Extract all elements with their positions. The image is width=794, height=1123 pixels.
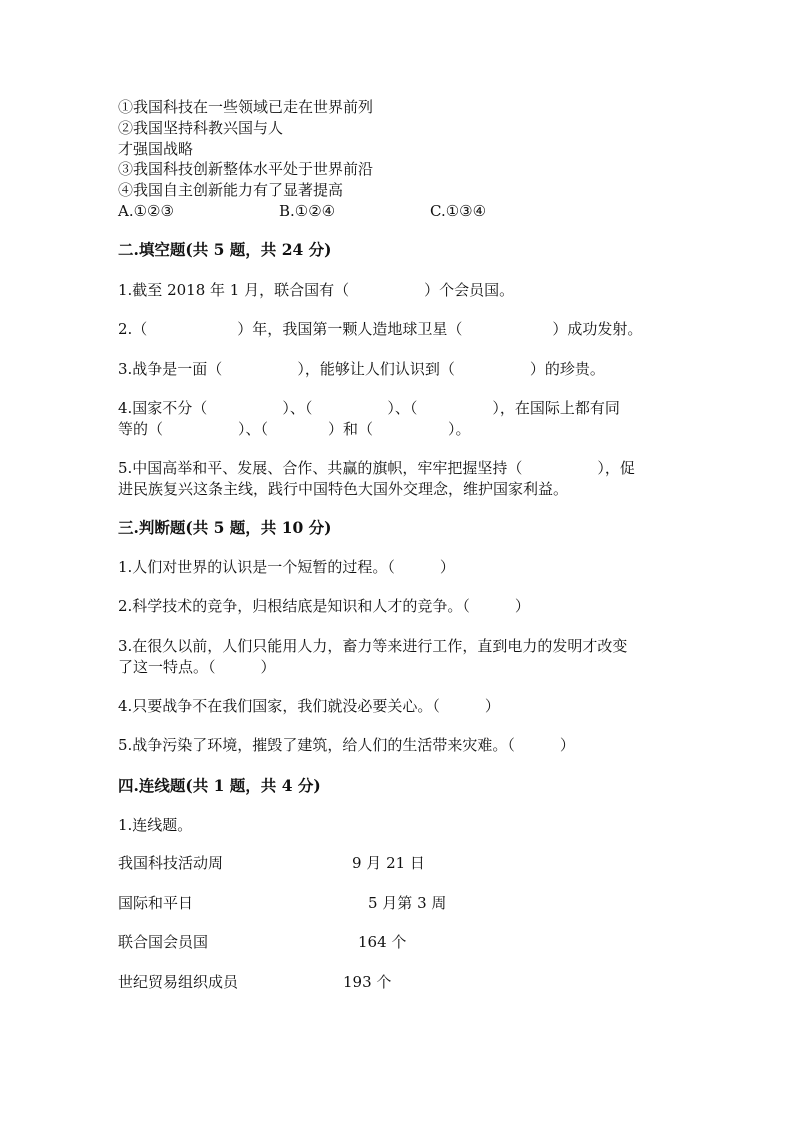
match-heading: 四.连线题(共 1 题，共 4 分): [118, 776, 321, 795]
statement-1: ①我国科技在一些领域已走在世界前列: [118, 98, 374, 116]
statement-4: ④我国自主创新能力有了显著提高: [118, 181, 344, 199]
match-left-4: 世纪贸易组织成员: [118, 973, 239, 991]
fill-q3: 3.战争是一面（ ），能够让人们认识到（ ）的珍贵。: [118, 360, 605, 378]
match-left-1: 我国科技活动周: [118, 854, 224, 872]
fill-q2: 2.（ ）年，我国第一颗人造地球卫星（ ）成功发射。: [118, 320, 643, 338]
match-prompt: 1.连线题。: [118, 816, 193, 834]
statement-2-cont: 才强国战略: [118, 140, 194, 158]
judge-q3-line1: 3.在很久以前，人们只能用人力，畜力等来进行工作，直到电力的发明才改变: [118, 637, 628, 655]
match-right-3: 164 个: [358, 933, 407, 951]
fill-q5-line2: 进民族复兴这条主线，践行中国特色大国外交理念，维护国家利益。: [118, 480, 569, 498]
match-left-3: 联合国会员国: [118, 933, 209, 951]
judge-q1: 1.人们对世界的认识是一个短暂的过程。（ ）: [118, 558, 455, 576]
fill-q4-line1: 4.国家不分（ ）、（ ）、（ ），在国际上都有同: [118, 399, 620, 417]
match-right-1: 9 月 21 日: [352, 854, 425, 872]
option-a: A.①②③: [118, 202, 174, 220]
fill-q4-line2: 等的（ ）、（ ）和（ ）。: [118, 420, 471, 438]
judge-q4: 4.只要战争不在我们国家，我们就没必要关心。（ ）: [118, 697, 500, 715]
match-right-2: 5 月第 3 周: [368, 894, 447, 912]
judge-q2: 2.科学技术的竞争，归根结底是知识和人才的竞争。（ ）: [118, 597, 530, 615]
option-b: B.①②④: [279, 202, 336, 220]
statement-2: ②我国坚持科教兴国与人: [118, 119, 284, 137]
match-left-2: 国际和平日: [118, 894, 194, 912]
fill-heading: 二.填空题(共 5 题，共 24 分): [118, 240, 332, 259]
judge-q3-line2: 了这一特点。（ ）: [118, 658, 276, 676]
match-right-4: 193 个: [343, 973, 392, 991]
statement-3: ③我国科技创新整体水平处于世界前沿: [118, 160, 374, 178]
judge-heading: 三.判断题(共 5 题，共 10 分): [118, 518, 332, 537]
fill-q5-line1: 5.中国高举和平、发展、合作、共赢的旗帜，牢牢把握坚持（ ），促: [118, 459, 635, 477]
fill-q1: 1.截至 2018 年 1 月，联合国有（ ）个会员国。: [118, 281, 515, 299]
option-c: C.①③④: [430, 202, 487, 220]
judge-q5: 5.战争污染了环境，摧毁了建筑，给人们的生活带来灾难。（ ）: [118, 736, 575, 754]
